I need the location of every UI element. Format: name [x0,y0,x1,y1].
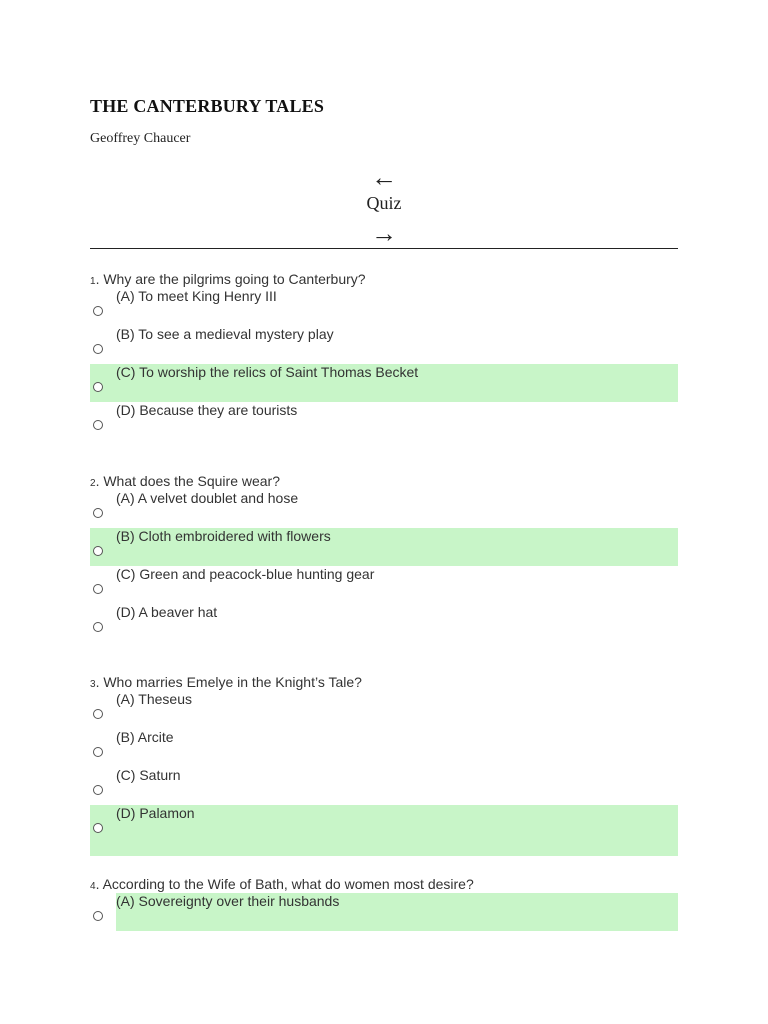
answer-option[interactable] [90,691,678,729]
option-label: (B) Cloth embroidered with flowers [116,528,331,544]
question-4 [90,876,678,931]
next-arrow-icon[interactable]: → [371,219,397,248]
option-label: (A) Sovereignty over their husbands [116,893,340,909]
answer-option[interactable] [90,566,678,604]
question-3 [90,674,678,843]
quiz-nav [334,164,434,248]
option-label: (C) To worship the relics of Saint Thomas Becket [116,364,419,380]
prev-arrow-icon[interactable]: ← [371,163,397,192]
answer-option-correct[interactable] [90,364,678,402]
option-label: (A) Theseus [116,691,192,707]
option-label: (C) Saturn [116,767,181,783]
answer-option[interactable] [90,767,678,805]
author-name: Geoffrey Chaucer [90,131,191,146]
question-prompt: . Who marries Emelye in the Knight’s Tale? [95,674,362,690]
answer-option[interactable] [90,604,678,642]
question-number: 2 [90,478,96,489]
question-number: 4 [90,881,96,892]
radio-button[interactable] [93,382,103,392]
radio-button[interactable] [93,508,103,518]
radio-button[interactable] [93,306,103,316]
question-1 [90,271,678,440]
correct-highlight-extension [90,843,678,856]
divider [90,248,678,249]
option-label: (A) To meet King Henry III [116,288,277,304]
option-label: (B) Arcite [116,729,174,745]
radio-button[interactable] [93,709,103,719]
question-number: 3 [90,679,96,690]
answer-option[interactable] [90,490,678,528]
radio-button[interactable] [93,584,103,594]
question-number: 1 [90,276,96,287]
page-title: THE CANTERBURY TALES [90,96,325,116]
answer-option[interactable] [90,288,678,326]
answer-option-correct[interactable] [90,528,678,566]
answer-option-correct[interactable] [90,893,678,931]
answer-option[interactable] [90,326,678,364]
answer-option-correct[interactable] [90,805,678,843]
option-label: (C) Green and peacock-blue hunting gear [116,566,375,582]
option-label: (B) To see a medieval mystery play [116,326,334,342]
radio-button[interactable] [93,546,103,556]
question-prompt: . What does the Squire wear? [95,473,280,489]
radio-button[interactable] [93,823,103,833]
option-label: (D) Palamon [116,805,195,821]
radio-button[interactable] [93,785,103,795]
radio-button[interactable] [93,344,103,354]
question-text [90,674,678,691]
question-text [90,473,678,490]
question-2 [90,473,678,642]
radio-button[interactable] [93,747,103,757]
question-prompt: . Why are the pilgrims going to Canterbury? [95,271,366,287]
question-text [90,876,678,893]
answer-option[interactable] [90,729,678,767]
question-prompt: . According to the Wife of Bath, what do women most desire? [95,876,474,892]
option-label: (A) A velvet doublet and hose [116,490,299,506]
answer-option[interactable] [90,402,678,440]
option-label: (D) Because they are tourists [116,402,298,418]
radio-button[interactable] [93,911,103,921]
quiz-label: Quiz [366,193,402,213]
radio-button[interactable] [93,420,103,430]
question-text [90,271,678,288]
radio-button[interactable] [93,622,103,632]
option-label: (D) A beaver hat [116,604,218,620]
